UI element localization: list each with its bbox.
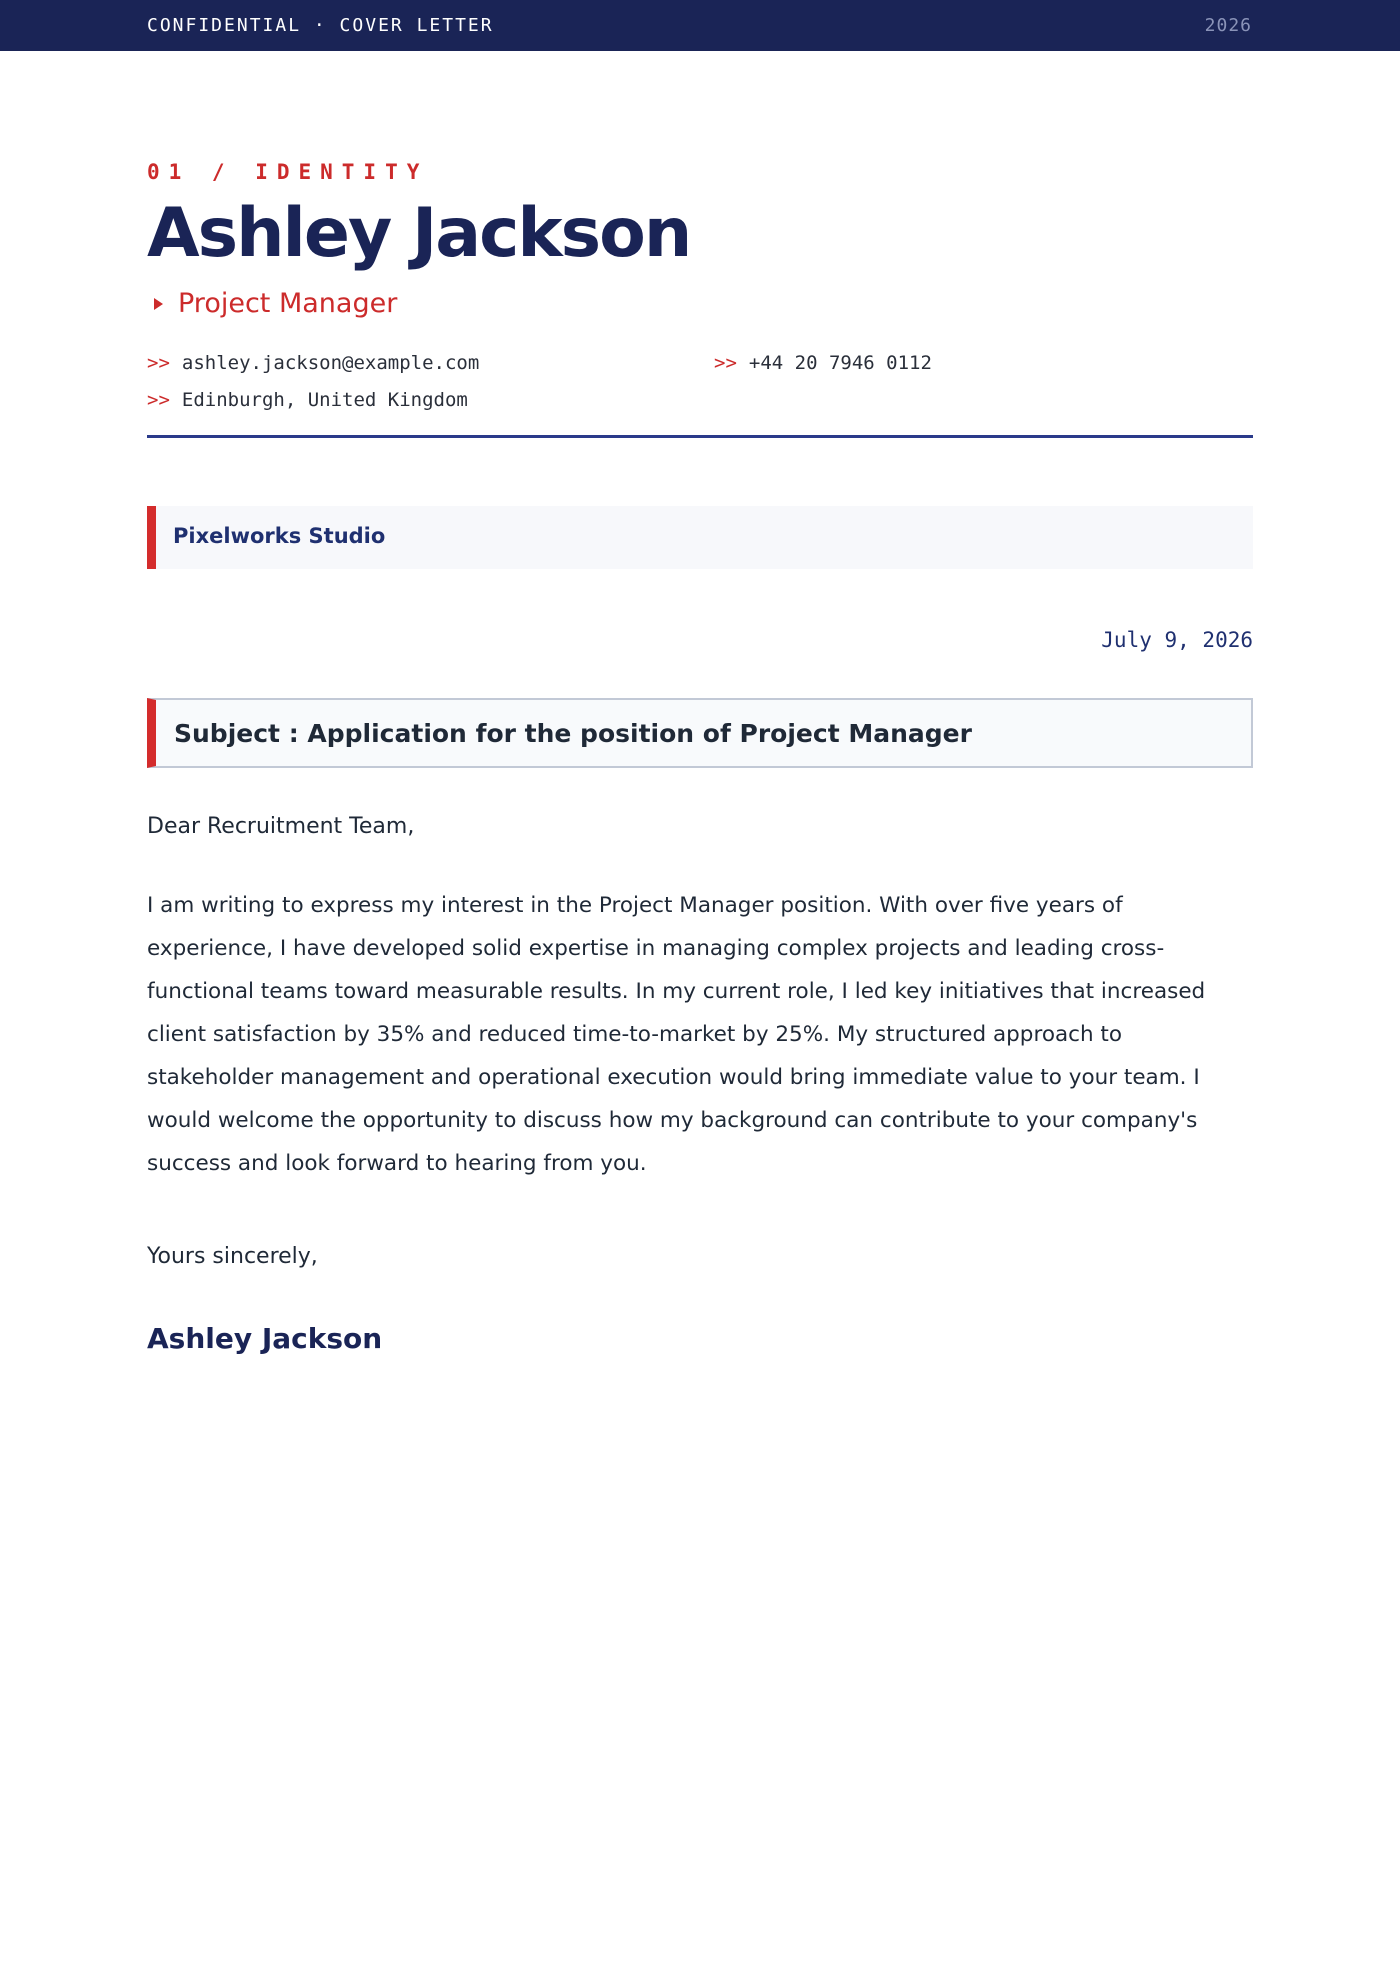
contact-phone bbox=[714, 352, 932, 374]
recipient-block bbox=[147, 506, 1253, 569]
recipient-company: Pixelworks Studio bbox=[173, 524, 386, 548]
document-label: CONFIDENTIAL · COVER LETTER bbox=[147, 15, 494, 36]
document-year: 2026 bbox=[1204, 15, 1252, 36]
contact-email bbox=[147, 352, 479, 374]
subject-line: Subject : Application for the position of Project Manager bbox=[174, 719, 972, 748]
triangle-right-icon bbox=[154, 298, 163, 310]
contact-prefix: >> bbox=[147, 352, 170, 374]
email-text: ashley.jackson@example.com bbox=[181, 352, 480, 374]
role-label: Project Manager bbox=[178, 288, 398, 319]
subject-block bbox=[147, 698, 1253, 768]
contact-prefix: >> bbox=[714, 352, 737, 374]
section-tag: 01 / IDENTITY bbox=[147, 160, 429, 184]
location-text: Edinburgh, United Kingdom bbox=[181, 389, 468, 411]
phone-text: +44 20 7946 0112 bbox=[748, 352, 932, 374]
top-banner bbox=[0, 0, 1400, 51]
closing: Yours sincerely, bbox=[147, 1244, 318, 1269]
signature: Ashley Jackson bbox=[147, 1322, 383, 1355]
divider bbox=[147, 435, 1253, 438]
applicant-role bbox=[147, 288, 397, 319]
letter-date: July 9, 2026 bbox=[1101, 628, 1253, 652]
applicant-name: Ashley Jackson bbox=[147, 194, 691, 273]
contact-location bbox=[147, 389, 468, 411]
letter-body: I am writing to express my interest in the Project Manager position. With over five years of experience, I have developed solid expertise in managing complex projects and leading cross-functional teams toward measurable results. In my current role, I led key initiatives that increased client satisfaction by 35% and reduced time-to-market by 25%. My structured approach to stakeholder management and operational execution would bring immediate value to your team. I would welcome the opportunity to discuss how my background can contribute to your company's success and look forward to hearing from you. bbox=[147, 893, 1206, 1176]
contact-prefix: >> bbox=[147, 389, 170, 411]
salutation: Dear Recruitment Team, bbox=[147, 814, 415, 839]
